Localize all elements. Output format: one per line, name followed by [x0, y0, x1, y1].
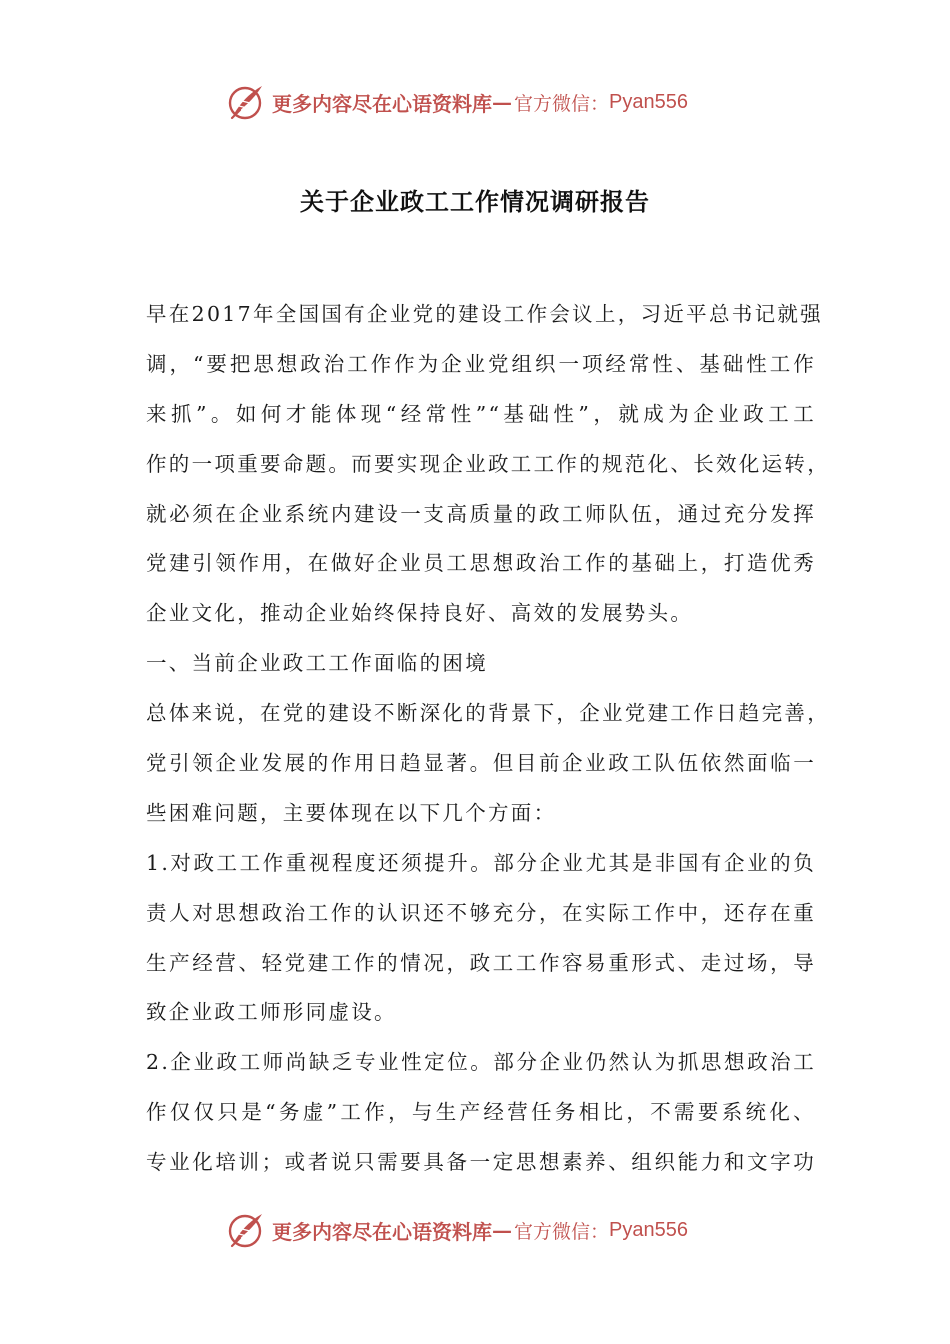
text-line: 作仅仅只是“务虚”工作，与生产经营任务相比，不需要系统化、 [146, 1100, 816, 1125]
section-heading: 一、当前企业政工工作面临的困境 [146, 651, 488, 676]
wechat-id: Pyan556 [609, 90, 688, 113]
quill-logo-icon [226, 82, 266, 122]
wechat-label: 官方微信： [514, 1220, 610, 1243]
banner-dash: — [492, 1218, 512, 1242]
text-line: 生产经营、轻党建工作的情况，政工工作容易重形式、走过场，导 [146, 950, 816, 975]
footer-watermark-banner [226, 1210, 688, 1250]
quill-logo-icon [226, 1210, 266, 1250]
document-title: 关于企业政工工作情况调研报告 [300, 187, 650, 216]
text-line: 作的一项重要命题。而要实现企业政工工作的规范化、长效化运转， [146, 451, 830, 476]
text-line: 党建引领作用，在做好企业员工思想政治工作的基础上，打造优秀 [146, 551, 816, 576]
text-line: 来抓”。如何才能体现“经常性”“基础性”，就成为企业政工工 [146, 401, 816, 426]
text-line: 2.企业政工师尚缺乏专业性定位。部分企业仍然认为抓思想政治工 [146, 1050, 816, 1075]
text-line: 些困难问题，主要体现在以下几个方面： [146, 800, 557, 825]
text-line: 致企业政工师形同虚设。 [146, 1000, 397, 1025]
text-line: 1.对政工工作重视程度还须提升。部分企业尤其是非国有企业的负 [146, 850, 816, 875]
site-name: 更多内容尽在心语资料库 [272, 91, 492, 116]
wechat-id: Pyan556 [609, 1218, 688, 1241]
banner-dash: — [492, 90, 512, 114]
document-body [146, 290, 830, 1188]
text-line: 企业文化，推动企业始终保持良好、高效的发展势头。 [146, 601, 694, 626]
site-name: 更多内容尽在心语资料库 [272, 1219, 492, 1244]
text-line: 调，“要把思想政治工作作为企业党组织一项经常性、基础性工作 [146, 351, 816, 376]
header-watermark-banner [226, 82, 688, 122]
text-line: 早在2017年全国国有企业党的建设工作会议上，习近平总书记就强 [146, 302, 823, 326]
wechat-label: 官方微信： [514, 92, 610, 115]
text-line: 就必须在企业系统内建设一支高质量的政工师队伍，通过充分发挥 [146, 501, 816, 526]
text-line: 总体来说，在党的建设不断深化的背景下，企业党建工作日趋完善， [146, 701, 830, 726]
text-line: 责人对思想政治工作的认识还不够充分，在实际工作中，还存在重 [146, 900, 816, 925]
text-line: 专业化培训；或者说只需要具备一定思想素养、组织能力和文字功 [146, 1150, 816, 1175]
text-line: 党引领企业发展的作用日趋显著。但目前企业政工队伍依然面临一 [146, 751, 816, 776]
